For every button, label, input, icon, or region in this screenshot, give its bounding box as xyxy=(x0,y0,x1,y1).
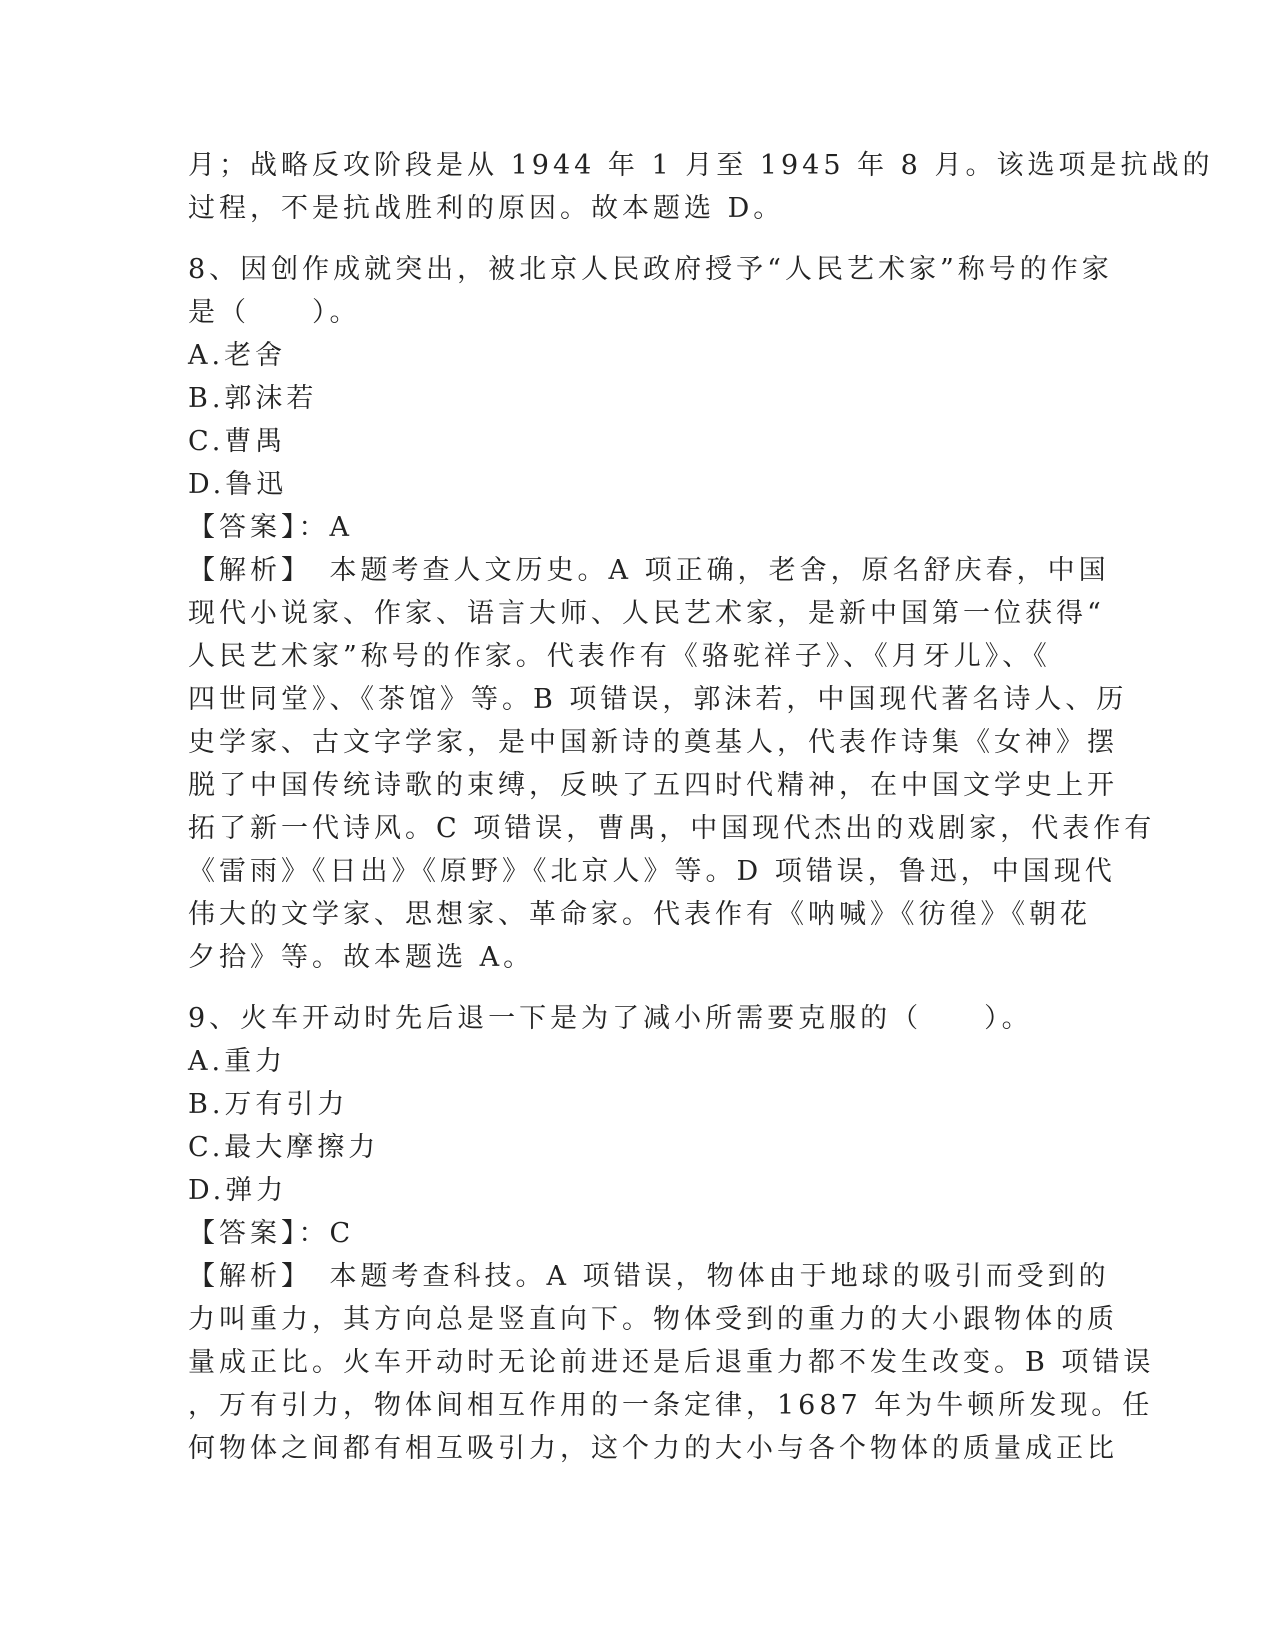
question-line: 是（ ）。 xyxy=(188,297,361,328)
question-8-answer: 【答案】：A xyxy=(188,512,353,543)
text-line: 月；战略反攻阶段是从 1944 年 1 月至 1945 年 8 月。该选项是抗战的 xyxy=(188,150,1214,181)
analysis-line: 力叫重力，其方向总是竖直向下。物体受到的重力的大小跟物体的质 xyxy=(188,1304,1118,1335)
option-a: A.老舍 xyxy=(188,340,287,371)
question-9-stem xyxy=(188,997,1093,1040)
text-line: 过程，不是抗战胜利的原因。故本题选 D。 xyxy=(188,193,785,224)
question-9 xyxy=(188,997,1155,1470)
analysis-line: 《雷雨》《日出》《原野》《北京人》等。D 项错误，鲁迅，中国现代 xyxy=(188,856,1116,887)
question-9-analysis xyxy=(188,1255,1155,1470)
question-9-answer: 【答案】：C xyxy=(188,1218,355,1249)
analysis-line: ，万有引力，物体间相互作用的一条定律，1687 年为牛顿所发现。任 xyxy=(188,1390,1154,1421)
analysis-line: 拓了新一代诗风。C 项错误，曹禺，中国现代杰出的戏剧家，代表作有 xyxy=(188,813,1156,844)
analysis-line: 四世同堂》、《茶馆》等。B 项错误，郭沫若，中国现代著名诗人、历 xyxy=(188,684,1128,715)
analysis-line: 伟大的文学家、思想家、革命家。代表作有《呐喊》《彷徨》《朝花 xyxy=(188,899,1091,930)
option-c: C.曹禺 xyxy=(188,426,287,457)
analysis-line: 【解析】 本题考查科技。A 项错误，物体由于地球的吸引而受到的 xyxy=(188,1261,1110,1292)
option-d: D.弹力 xyxy=(188,1175,288,1206)
option-b: B.郭沫若 xyxy=(188,383,318,414)
question-9-options xyxy=(188,1040,1093,1212)
analysis-line: 脱了中国传统诗歌的束缚，反映了五四时代精神，在中国文学史上开 xyxy=(188,770,1118,801)
question-line: 8、因创作成就突出，被北京人民政府授予“人民艺术家”称号的作家 xyxy=(188,254,1113,285)
question-8-options xyxy=(188,334,1093,506)
question-8-stem xyxy=(188,248,1113,334)
analysis-line: 【解析】 本题考查人文历史。A 项正确，老舍，原名舒庆春，中国 xyxy=(188,555,1110,586)
analysis-line: 现代小说家、作家、语言大师、人民艺术家，是新中国第一位获得“ xyxy=(188,598,1105,629)
document-page xyxy=(188,144,1214,1470)
option-a: A.重力 xyxy=(188,1046,287,1077)
option-c: C.最大摩擦力 xyxy=(188,1132,380,1163)
analysis-line: 史学家、古文字学家，是中国新诗的奠基人，代表作诗集《女神》摆 xyxy=(188,727,1118,758)
question-line: 9、火车开动时先后退一下是为了减小所需要克服的（ ）。 xyxy=(188,1003,1033,1034)
analysis-line: 量成正比。火车开动时无论前进还是后退重力都不发生改变。B 项错误 xyxy=(188,1347,1155,1378)
intro-paragraph xyxy=(188,144,1214,230)
question-8 xyxy=(188,248,1156,979)
question-8-analysis xyxy=(188,549,1156,979)
option-d: D.鲁迅 xyxy=(188,469,288,500)
analysis-line: 何物体之间都有相互吸引力，这个力的大小与各个物体的质量成正比 xyxy=(188,1433,1118,1464)
analysis-line: 夕拾》等。故本题选 A。 xyxy=(188,942,535,973)
analysis-line: 人民艺术家”称号的作家。代表作有《骆驼祥子》、《月牙儿》、《 xyxy=(188,641,1051,672)
option-b: B.万有引力 xyxy=(188,1089,349,1120)
